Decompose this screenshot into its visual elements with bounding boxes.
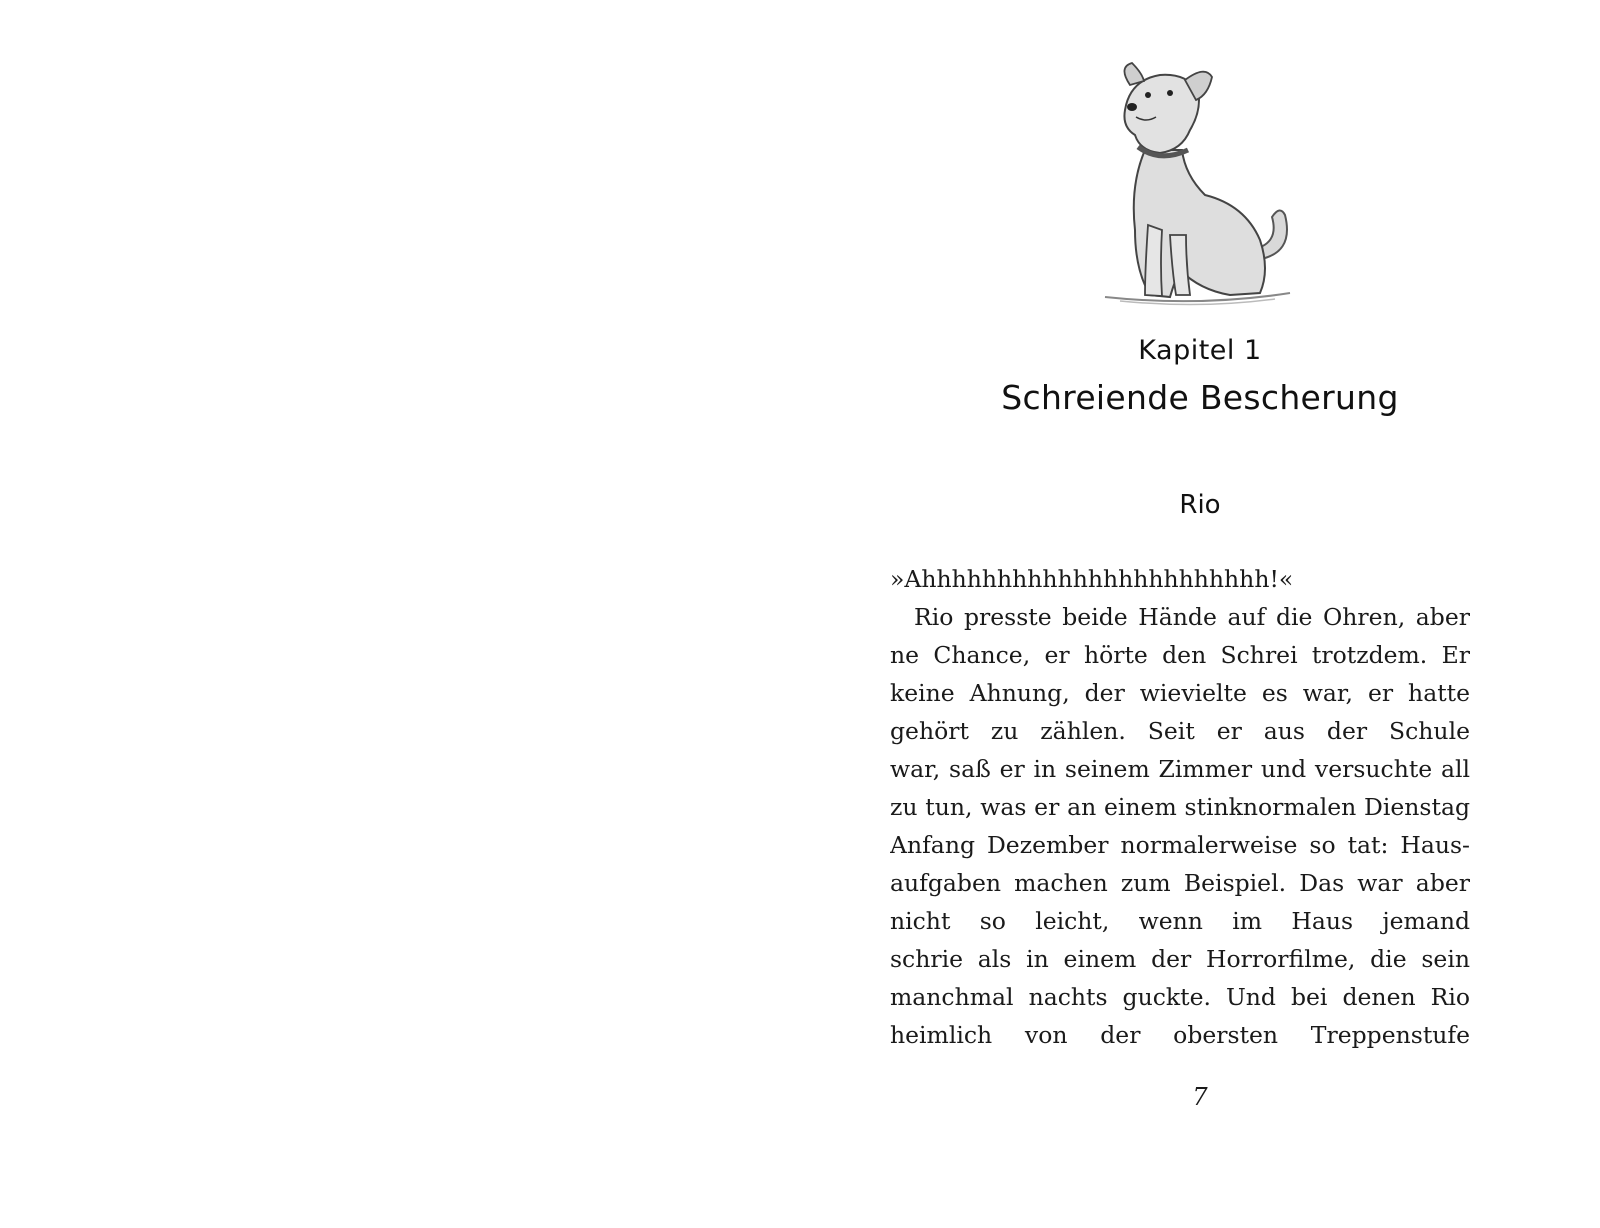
body-line: war, saß er in seinem Zimmer und versuchte all [890, 755, 1470, 783]
body-line: Anfang Dezember normalerweise so tat: Haus- [890, 831, 1470, 859]
body-line: heimlich von der obersten Treppenstufe [890, 1021, 1470, 1049]
body-line: nicht so leicht, wenn im Haus jemand [890, 907, 1470, 935]
chapter-title: Schreiende Bescherung [1001, 378, 1399, 417]
page-number: 7 [1192, 1083, 1208, 1111]
body-paragraph [890, 560, 1470, 1054]
body-line: »Ahhhhhhhhhhhhhhhhhhhhhhh!« [890, 565, 1294, 593]
chapter-label: Kapitel 1 [1138, 335, 1262, 366]
body-line: ne Chance, er hörte den Schrei trotzdem. Er [890, 641, 1470, 669]
body-line: schrie als in einem der Horrorfilme, die sein [890, 945, 1470, 973]
right-page [800, 0, 1600, 1228]
body-line: Rio presste beide Hände auf die Ohren, aber [914, 603, 1470, 631]
sitting-dog-illustration [1090, 55, 1310, 325]
body-line: keine Ahnung, der wievielte es war, er hatte [890, 679, 1470, 707]
body-line: aufgaben machen zum Beispiel. Das war aber [890, 869, 1470, 897]
body-line: gehört zu zählen. Seit er aus der Schule [890, 717, 1470, 745]
section-heading: Rio [1179, 490, 1221, 520]
body-line: manchmal nachts guckte. Und bei denen Rio [890, 983, 1470, 1011]
body-line: zu tun, was er an einem stinknormalen Dienstag [890, 793, 1470, 821]
